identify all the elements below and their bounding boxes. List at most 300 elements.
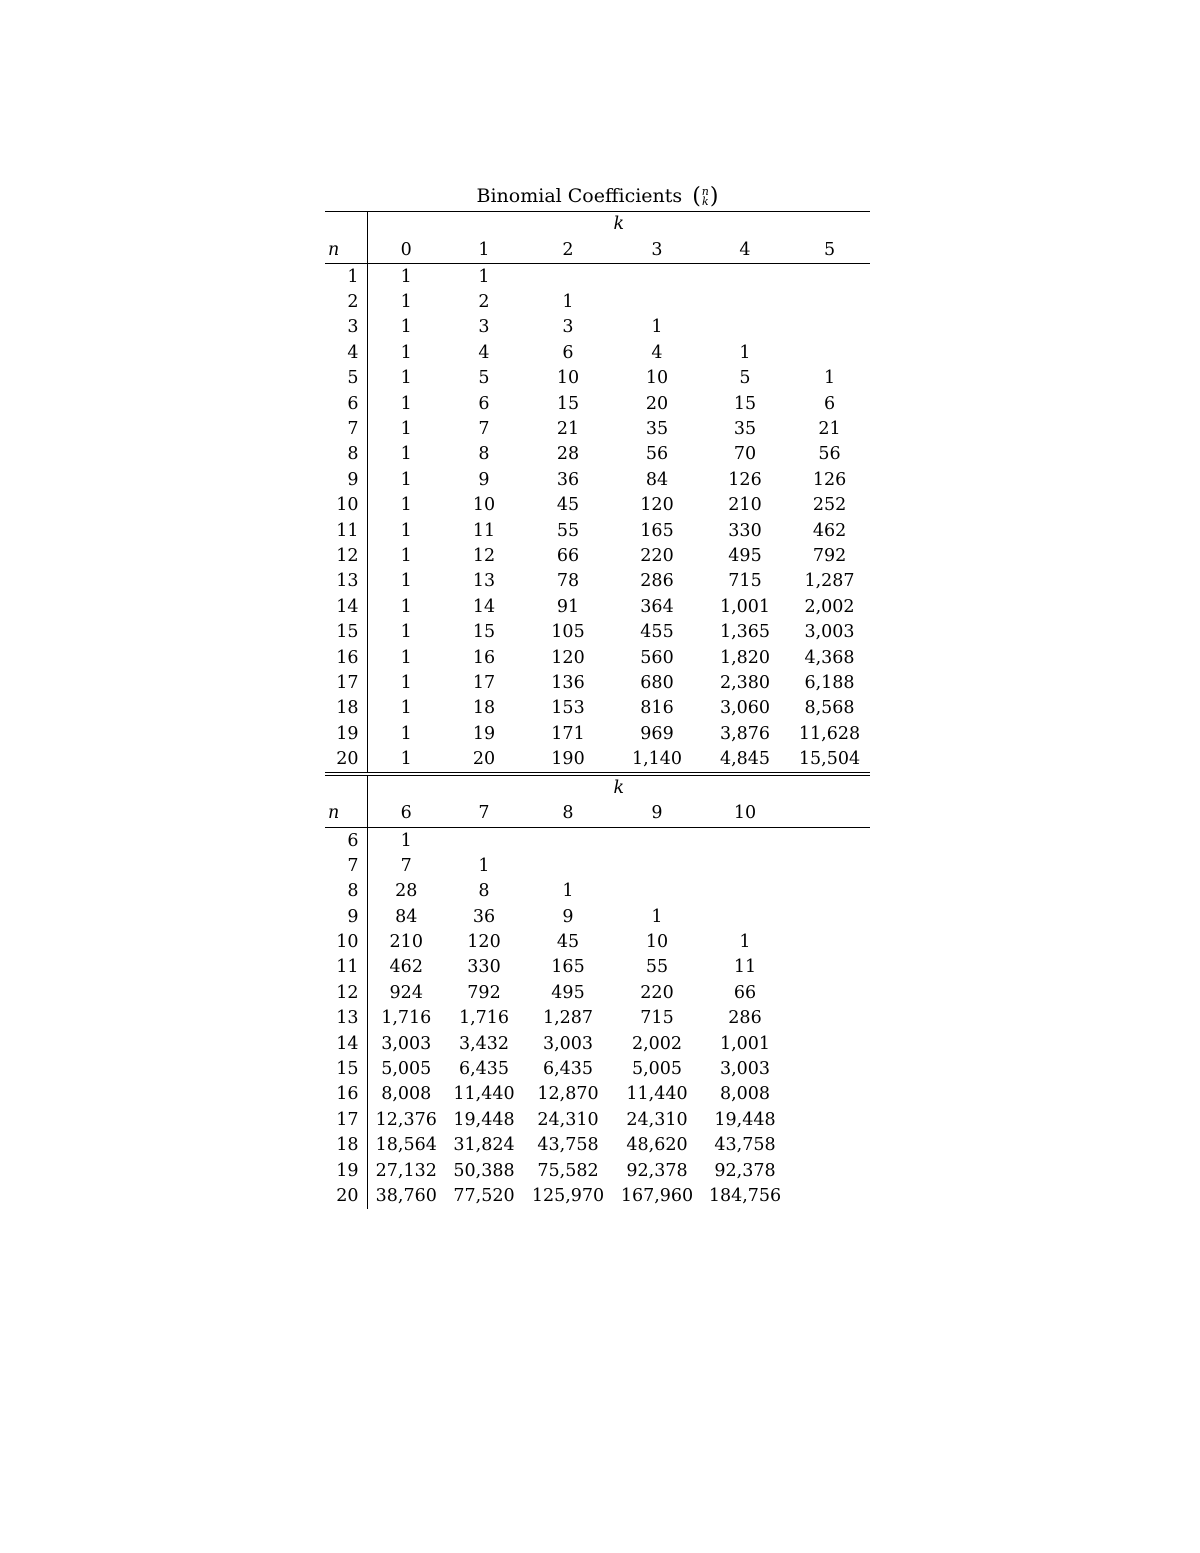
column-header-k: 2 <box>523 236 613 264</box>
row-n-value: 3 <box>325 315 367 340</box>
coefficient-cell: 7 <box>478 419 490 440</box>
coefficient-cell: 3,432 <box>458 1033 510 1054</box>
coefficient-cell: 92,378 <box>626 1160 688 1181</box>
coefficient-cell: 5,005 <box>381 1059 432 1080</box>
coefficient-cell: 31,824 <box>453 1135 515 1156</box>
coefficient-cell: 70 <box>733 444 757 465</box>
coefficient-cell: 171 <box>551 723 585 744</box>
coefficient-cell <box>701 315 789 340</box>
coefficient-cell <box>789 1133 870 1158</box>
coefficient-cell: 1 <box>400 545 412 566</box>
coefficient-cell <box>613 264 701 290</box>
coefficient-cell: 66 <box>556 545 580 566</box>
coefficient-cell <box>613 879 701 904</box>
coefficient-cell: 1,001 <box>719 596 771 617</box>
coefficient-cell: 28 <box>556 444 580 465</box>
table-row <box>325 1082 870 1107</box>
table-row <box>325 1006 870 1031</box>
table-row <box>325 670 870 695</box>
coefficient-cell: 1 <box>400 622 412 643</box>
table-row <box>325 619 870 644</box>
table-row <box>325 1133 870 1158</box>
coefficient-cell: 21 <box>818 419 841 440</box>
coefficient-cell <box>789 955 870 980</box>
coefficient-cell: 1 <box>400 393 412 414</box>
binomial-symbol <box>692 186 718 208</box>
coefficient-cell <box>789 980 870 1005</box>
coefficient-cell: 43,758 <box>714 1135 776 1156</box>
coefficient-cell: 5 <box>739 368 751 389</box>
coefficient-cell: 19,448 <box>453 1109 515 1130</box>
coefficient-cell <box>701 904 789 929</box>
coefficient-cell: 1 <box>400 647 412 668</box>
coefficient-cell: 6 <box>823 393 836 414</box>
coefficient-cell <box>613 853 701 878</box>
coefficient-cell: 77,520 <box>453 1185 515 1206</box>
coefficient-cell: 19 <box>472 723 496 744</box>
n-label: n <box>325 800 367 828</box>
coefficient-cell: 55 <box>556 520 580 541</box>
table-row <box>325 1158 870 1183</box>
coefficient-cell: 75,582 <box>537 1160 599 1181</box>
coefficient-cell: 1 <box>367 746 445 773</box>
corner-cell <box>325 774 367 800</box>
table-row <box>325 827 870 853</box>
coefficient-cell: 3 <box>562 317 574 338</box>
coefficient-cell: 8,568 <box>804 698 855 719</box>
section1-header <box>325 212 870 264</box>
row-n-value: 14 <box>325 594 367 619</box>
coefficient-cell: 495 <box>551 982 585 1003</box>
coefficient-cell: 6,435 <box>542 1059 594 1080</box>
coefficient-cell: 1 <box>400 444 412 465</box>
coefficient-cell <box>789 315 870 340</box>
coefficient-cell: 1 <box>400 469 412 490</box>
column-header-k: 0 <box>367 236 445 264</box>
table-row <box>325 289 870 314</box>
coefficient-cell: 8 <box>478 444 490 465</box>
coefficient-cell <box>445 827 523 853</box>
coefficient-cell <box>523 853 613 878</box>
table-row <box>325 721 870 746</box>
coefficient-cell: 12,870 <box>537 1084 599 1105</box>
coefficient-cell <box>701 264 789 290</box>
row-n-value: 8 <box>325 879 367 904</box>
table-row <box>325 569 870 594</box>
coefficient-cell: 1 <box>651 317 663 338</box>
coefficient-cell: 10 <box>645 932 669 953</box>
binom-top: n <box>701 185 709 198</box>
coefficient-cell: 560 <box>640 647 674 668</box>
coefficient-cell: 120 <box>467 932 501 953</box>
column-header-k <box>789 800 870 828</box>
coefficient-cell: 5 <box>478 368 490 389</box>
table-row <box>325 1107 870 1132</box>
row-n-value: 17 <box>325 1107 367 1132</box>
coefficient-cell: 715 <box>728 571 762 592</box>
coefficient-cell: 1 <box>739 932 751 953</box>
coefficient-cell: 4,368 <box>804 647 855 668</box>
column-header-k: 7 <box>445 800 523 828</box>
table-row <box>325 929 870 954</box>
coefficient-cell: 1 <box>400 723 412 744</box>
coefficient-cell: 3,876 <box>719 723 771 744</box>
coefficient-cell: 210 <box>728 495 762 516</box>
coefficient-cell: 1 <box>400 571 412 592</box>
table-row <box>325 879 870 904</box>
coefficient-cell: 2,380 <box>719 672 771 693</box>
coefficient-cell <box>789 879 870 904</box>
corner-cell <box>325 212 367 237</box>
table-row <box>325 645 870 670</box>
coefficient-cell: 1,001 <box>719 1033 771 1054</box>
row-n-value: 6 <box>325 827 367 853</box>
coefficient-cell: 10 <box>645 368 669 389</box>
coefficient-cell: 84 <box>395 906 418 927</box>
coefficient-cell <box>523 827 613 853</box>
coefficient-cell: 21 <box>556 419 580 440</box>
coefficient-cell: 3,003 <box>542 1033 594 1054</box>
table-row <box>325 416 870 441</box>
title-text: Binomial Coefficients <box>476 185 683 207</box>
coefficient-cell: 680 <box>640 672 674 693</box>
row-n-value: 20 <box>325 746 367 773</box>
coefficient-cell: 3,003 <box>719 1059 771 1080</box>
coefficient-cell: 6,435 <box>458 1059 510 1080</box>
coefficient-cell <box>789 1107 870 1132</box>
coefficient-cell <box>701 289 789 314</box>
row-n-value: 11 <box>325 518 367 543</box>
coefficient-cell: 3 <box>478 317 490 338</box>
table-row <box>325 1183 870 1208</box>
coefficient-cell: 8 <box>478 881 490 902</box>
section1-column-headers <box>325 236 870 264</box>
row-n-value: 12 <box>325 980 367 1005</box>
column-header-k: 9 <box>613 800 701 828</box>
coefficient-cell: 1,716 <box>381 1008 432 1029</box>
table-row <box>325 518 870 543</box>
coefficient-cell: 92,378 <box>714 1160 776 1181</box>
table-row <box>325 340 870 365</box>
row-n-value: 13 <box>325 569 367 594</box>
coefficient-cell: 16 <box>472 647 496 668</box>
coefficient-cell: 455 <box>640 622 674 643</box>
table-row <box>325 696 870 721</box>
coefficient-cell: 18,564 <box>375 1135 437 1156</box>
n-label: n <box>325 236 367 264</box>
coefficient-cell: 1 <box>400 368 412 389</box>
column-header-k: 8 <box>523 800 613 828</box>
coefficient-cell: 120 <box>551 647 585 668</box>
row-n-value: 20 <box>325 1183 367 1208</box>
coefficient-cell: 84 <box>645 469 669 490</box>
coefficient-cell: 3,003 <box>381 1033 432 1054</box>
coefficient-cell: 24,310 <box>537 1109 599 1130</box>
table-row <box>325 493 870 518</box>
coefficient-cell: 1 <box>400 495 412 516</box>
coefficient-cell: 12 <box>472 545 496 566</box>
coefficient-cell: 1 <box>651 906 663 927</box>
coefficient-cell: 35 <box>645 419 669 440</box>
coefficient-cell: 120 <box>640 495 674 516</box>
coefficient-cell: 4 <box>478 342 490 363</box>
row-n-value: 16 <box>325 1082 367 1107</box>
column-header-k: 3 <box>613 236 701 264</box>
row-n-value: 4 <box>325 340 367 365</box>
coefficient-cell <box>789 853 870 878</box>
row-n-value: 8 <box>325 442 367 467</box>
table-row <box>325 746 870 773</box>
coefficient-cell: 91 <box>556 596 580 617</box>
coefficient-cell: 220 <box>640 982 674 1003</box>
row-n-value: 19 <box>325 1158 367 1183</box>
coefficient-cell <box>789 340 870 365</box>
coefficient-cell: 184,756 <box>708 1185 782 1206</box>
coefficient-cell: 36 <box>556 469 580 490</box>
table-row <box>325 315 870 340</box>
coefficient-cell <box>789 1006 870 1031</box>
coefficient-cell <box>789 1031 870 1056</box>
coefficient-cell <box>789 1056 870 1081</box>
coefficient-cell: 1 <box>400 266 412 287</box>
coefficient-cell: 6,188 <box>804 672 855 693</box>
row-n-value: 14 <box>325 1031 367 1056</box>
row-n-value: 5 <box>325 366 367 391</box>
coefficient-cell: 11 <box>733 957 757 978</box>
coefficient-cell: 15 <box>733 393 757 414</box>
coefficient-cell: 1,820 <box>719 647 771 668</box>
coefficient-cell: 2 <box>478 292 490 313</box>
coefficient-cell: 1 <box>400 698 412 719</box>
coefficient-cell: 6 <box>562 342 574 363</box>
column-header-k: 6 <box>367 800 445 828</box>
table-title <box>325 181 870 211</box>
row-n-value: 2 <box>325 289 367 314</box>
coefficient-cell: 20 <box>445 746 523 773</box>
coefficient-cell: 10 <box>556 368 580 389</box>
table-row <box>325 594 870 619</box>
row-n-value: 19 <box>325 721 367 746</box>
row-n-value: 7 <box>325 853 367 878</box>
coefficient-cell <box>789 264 870 290</box>
coefficient-cell <box>789 1082 870 1107</box>
coefficient-cell: 220 <box>640 545 674 566</box>
table-row <box>325 391 870 416</box>
coefficient-cell: 4,845 <box>701 746 789 773</box>
column-header-k: 10 <box>701 800 789 828</box>
coefficient-cell: 1,716 <box>458 1008 510 1029</box>
coefficient-cell: 792 <box>812 545 847 566</box>
coefficient-cell: 1 <box>562 292 574 313</box>
coefficient-cell: 330 <box>728 520 762 541</box>
table-row <box>325 1031 870 1056</box>
coefficient-cell: 1 <box>400 672 412 693</box>
left-paren: ( <box>692 184 701 209</box>
coefficient-cell <box>789 904 870 929</box>
coefficient-cell: 126 <box>728 469 762 490</box>
coefficient-cell: 1 <box>739 342 751 363</box>
row-n-value: 9 <box>325 467 367 492</box>
binomial-table <box>325 211 870 1209</box>
coefficient-cell: 45 <box>556 495 580 516</box>
coefficient-cell: 126 <box>812 469 847 490</box>
coefficient-cell: 66 <box>733 982 757 1003</box>
coefficient-cell: 24,310 <box>626 1109 688 1130</box>
table-row <box>325 853 870 878</box>
row-n-value: 15 <box>325 1056 367 1081</box>
section2-body <box>325 827 870 1208</box>
coefficient-cell: 56 <box>818 444 841 465</box>
coefficient-cell: 462 <box>389 957 423 978</box>
coefficient-cell: 125,970 <box>531 1185 605 1206</box>
coefficient-cell <box>789 1183 870 1208</box>
coefficient-cell: 9 <box>562 906 574 927</box>
coefficient-cell: 816 <box>640 698 674 719</box>
section2-column-headers <box>325 800 870 828</box>
coefficient-cell: 1 <box>562 881 574 902</box>
table-row <box>325 1056 870 1081</box>
coefficient-cell: 28 <box>395 881 418 902</box>
coefficient-cell: 2,002 <box>631 1033 683 1054</box>
coefficient-cell: 1 <box>823 368 836 389</box>
table-row <box>325 980 870 1005</box>
row-n-value: 10 <box>325 929 367 954</box>
coefficient-cell <box>789 1158 870 1183</box>
coefficient-cell: 18 <box>472 698 496 719</box>
coefficient-cell: 105 <box>551 622 585 643</box>
row-n-value: 9 <box>325 904 367 929</box>
row-n-value: 10 <box>325 493 367 518</box>
coefficient-cell <box>789 289 870 314</box>
coefficient-cell: 17 <box>472 672 496 693</box>
coefficient-cell: 56 <box>645 444 669 465</box>
coefficient-cell: 792 <box>467 982 501 1003</box>
coefficient-cell: 55 <box>645 957 669 978</box>
coefficient-cell: 27,132 <box>375 1160 437 1181</box>
coefficient-cell: 10 <box>472 495 496 516</box>
coefficient-cell: 167,960 <box>620 1185 694 1206</box>
column-header-k: 1 <box>445 236 523 264</box>
coefficient-cell <box>701 879 789 904</box>
row-n-value: 12 <box>325 543 367 568</box>
coefficient-cell: 7 <box>400 855 412 876</box>
coefficient-cell: 11 <box>472 520 496 541</box>
coefficient-cell: 1,365 <box>719 622 771 643</box>
coefficient-cell: 15 <box>472 622 496 643</box>
row-n-value: 7 <box>325 416 367 441</box>
table-row <box>325 442 870 467</box>
coefficient-cell: 2,002 <box>804 596 855 617</box>
coefficient-cell: 1 <box>400 520 412 541</box>
k-label: k <box>613 777 625 798</box>
coefficient-cell: 11,628 <box>798 723 861 744</box>
coefficient-cell: 165 <box>551 957 585 978</box>
coefficient-cell <box>701 827 789 853</box>
table-row <box>325 366 870 391</box>
coefficient-cell: 153 <box>551 698 585 719</box>
coefficient-cell: 19,448 <box>714 1109 776 1130</box>
coefficient-cell: 462 <box>812 520 847 541</box>
coefficient-cell: 1 <box>400 342 412 363</box>
coefficient-cell: 136 <box>551 672 585 693</box>
coefficient-cell: 4 <box>651 342 663 363</box>
coefficient-cell <box>701 853 789 878</box>
row-n-value: 1 <box>325 264 367 290</box>
coefficient-cell: 20 <box>645 393 669 414</box>
table-row <box>325 955 870 980</box>
coefficient-cell: 13 <box>472 571 496 592</box>
coefficient-cell: 1,287 <box>804 571 855 592</box>
coefficient-cell: 1 <box>400 317 412 338</box>
section1-body <box>325 264 870 774</box>
coefficient-cell <box>523 264 613 290</box>
table-row <box>325 467 870 492</box>
binomial-table-document <box>325 181 870 1209</box>
coefficient-cell: 12,376 <box>375 1109 437 1130</box>
coefficient-cell: 8,008 <box>719 1084 771 1105</box>
coefficient-cell: 11,440 <box>626 1084 688 1105</box>
coefficient-cell <box>789 929 870 954</box>
section2-header <box>325 774 870 828</box>
coefficient-cell <box>789 827 870 853</box>
coefficient-cell: 3,060 <box>719 698 771 719</box>
coefficient-cell: 165 <box>640 520 674 541</box>
coefficient-cell: 969 <box>640 723 674 744</box>
row-n-value: 17 <box>325 670 367 695</box>
coefficient-cell: 1 <box>400 292 412 313</box>
row-n-value: 16 <box>325 645 367 670</box>
coefficient-cell: 6 <box>478 393 490 414</box>
coefficient-cell: 1 <box>400 419 412 440</box>
coefficient-cell: 1 <box>478 266 490 287</box>
k-label: k <box>367 212 870 237</box>
coefficient-cell: 9 <box>478 469 490 490</box>
coefficient-cell: 190 <box>523 746 613 773</box>
coefficient-cell: 14 <box>472 596 496 617</box>
coefficient-cell: 715 <box>640 1008 674 1029</box>
coefficient-cell: 50,388 <box>453 1160 515 1181</box>
coefficient-cell: 330 <box>467 957 501 978</box>
coefficient-cell: 1 <box>478 855 490 876</box>
table-row <box>325 904 870 929</box>
coefficient-cell: 286 <box>640 571 674 592</box>
coefficient-cell: 495 <box>728 545 762 566</box>
coefficient-cell: 1,140 <box>613 746 701 773</box>
coefficient-cell: 45 <box>556 932 580 953</box>
row-n-value: 6 <box>325 391 367 416</box>
coefficient-cell: 11,440 <box>453 1084 515 1105</box>
binom-bottom: k <box>702 195 709 208</box>
coefficient-cell: 364 <box>640 596 674 617</box>
column-header-k: 5 <box>789 236 870 264</box>
coefficient-cell: 8,008 <box>381 1084 432 1105</box>
coefficient-cell: 1,287 <box>542 1008 594 1029</box>
row-n-value: 11 <box>325 955 367 980</box>
coefficient-cell: 3,003 <box>804 622 855 643</box>
row-n-value: 18 <box>325 696 367 721</box>
coefficient-cell <box>613 827 701 853</box>
coefficient-cell: 252 <box>812 495 847 516</box>
row-n-value: 13 <box>325 1006 367 1031</box>
coefficient-cell: 43,758 <box>537 1135 599 1156</box>
right-paren: ) <box>709 184 719 209</box>
coefficient-cell: 78 <box>556 571 580 592</box>
coefficient-cell: 36 <box>472 906 496 927</box>
coefficient-cell: 15,504 <box>789 746 870 773</box>
coefficient-cell: 210 <box>389 932 423 953</box>
column-header-k: 4 <box>701 236 789 264</box>
coefficient-cell <box>613 289 701 314</box>
